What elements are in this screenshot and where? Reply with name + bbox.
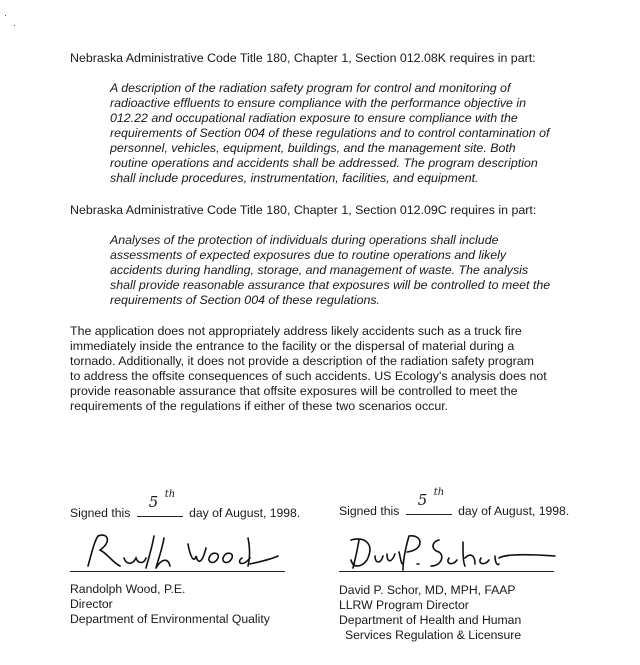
signature-line [339,571,554,572]
body-line: to address the offsite consequences of such accidents. US Ecology's analysis does not [70,369,547,383]
quote-line: A description of the radiation safety program for control and monitoring of [110,81,511,95]
scan-speck [14,25,15,26]
quote-line: routine operations and accidents shall be addressed. The program description [110,156,538,170]
signer-department-line-2: Services Regulation & Licensure [345,628,522,642]
quote-line: Analyses of the protection of individuals during operations shall include [110,233,499,247]
citation-1: Nebraska Administrative Code Title 180, Chapter 1, Section 012.08K requires in part: [70,51,536,65]
quote-line: requirements of Section 004 of these regulations. [110,293,381,307]
handwritten-day-suffix: th [164,489,176,500]
body-line: tornado. Additionally, it does not provide a description of the radiation safety program [70,354,535,368]
signer-title: LLRW Program Director [339,598,469,612]
handwritten-day: 5 [417,491,428,509]
signed-suffix: day of August, 1998. [189,506,301,520]
body-line: immediately inside the entrance to the facility or the dispersal of material during a [70,339,515,353]
signed-prefix: Signed this [70,506,131,520]
signature-line [70,571,285,572]
quote-line: accidents during handling, storage, and management of waste. The analysis [110,263,529,277]
quote-line: 012.22 and occupational radiation exposure to ensure compliance with the [110,111,518,125]
signed-date-line [70,489,301,521]
citation-2: Nebraska Administrative Code Title 180, Chapter 1, Section 012.09C requires in part: [70,203,537,217]
scan-speck [5,15,6,16]
handwritten-day-suffix: th [433,487,445,498]
handwritten-signature-schor [345,530,545,580]
signer-name: David P. Schor, MD, MPH, FAAP [339,583,516,597]
quote-line: shall include procedures, instrumentation, facilities, and equipment. [110,171,479,185]
signed-prefix: Signed this [339,504,400,518]
body-line: requirements of the regulations if either of these two scenarios occur. [70,399,449,413]
signer-department: Department of Health and Human [339,613,522,627]
handwritten-day: 5 [148,493,159,511]
signer-department: Department of Environmental Quality [70,612,270,626]
signed-date-line [339,487,570,519]
quote-line: shall provide reasonable assurance that exposures will be controlled to meet the [110,278,551,292]
quote-line: requirements of Section 004 of these regulations and to control contamination of [110,126,550,140]
body-line: The application does not appropriately address likely accidents such as a truck fire [70,324,522,338]
signed-suffix: day of August, 1998. [458,504,570,518]
signer-name: Randolph Wood, P.E. [70,582,186,596]
quote-line: personnel, vehicles, equipment, buildings, and the management site. Both [110,141,516,155]
signer-title: Director [70,597,113,611]
day-blank [137,489,183,517]
quote-line: assessments of expected exposures due to routine operations and likely [110,248,507,262]
body-line: provide reasonable assurance that offsite exposures will be controlled to meet the [70,384,518,398]
quote-line: radioactive effluents to ensure compliance with the performance objective in [110,96,526,110]
day-blank [406,487,452,515]
